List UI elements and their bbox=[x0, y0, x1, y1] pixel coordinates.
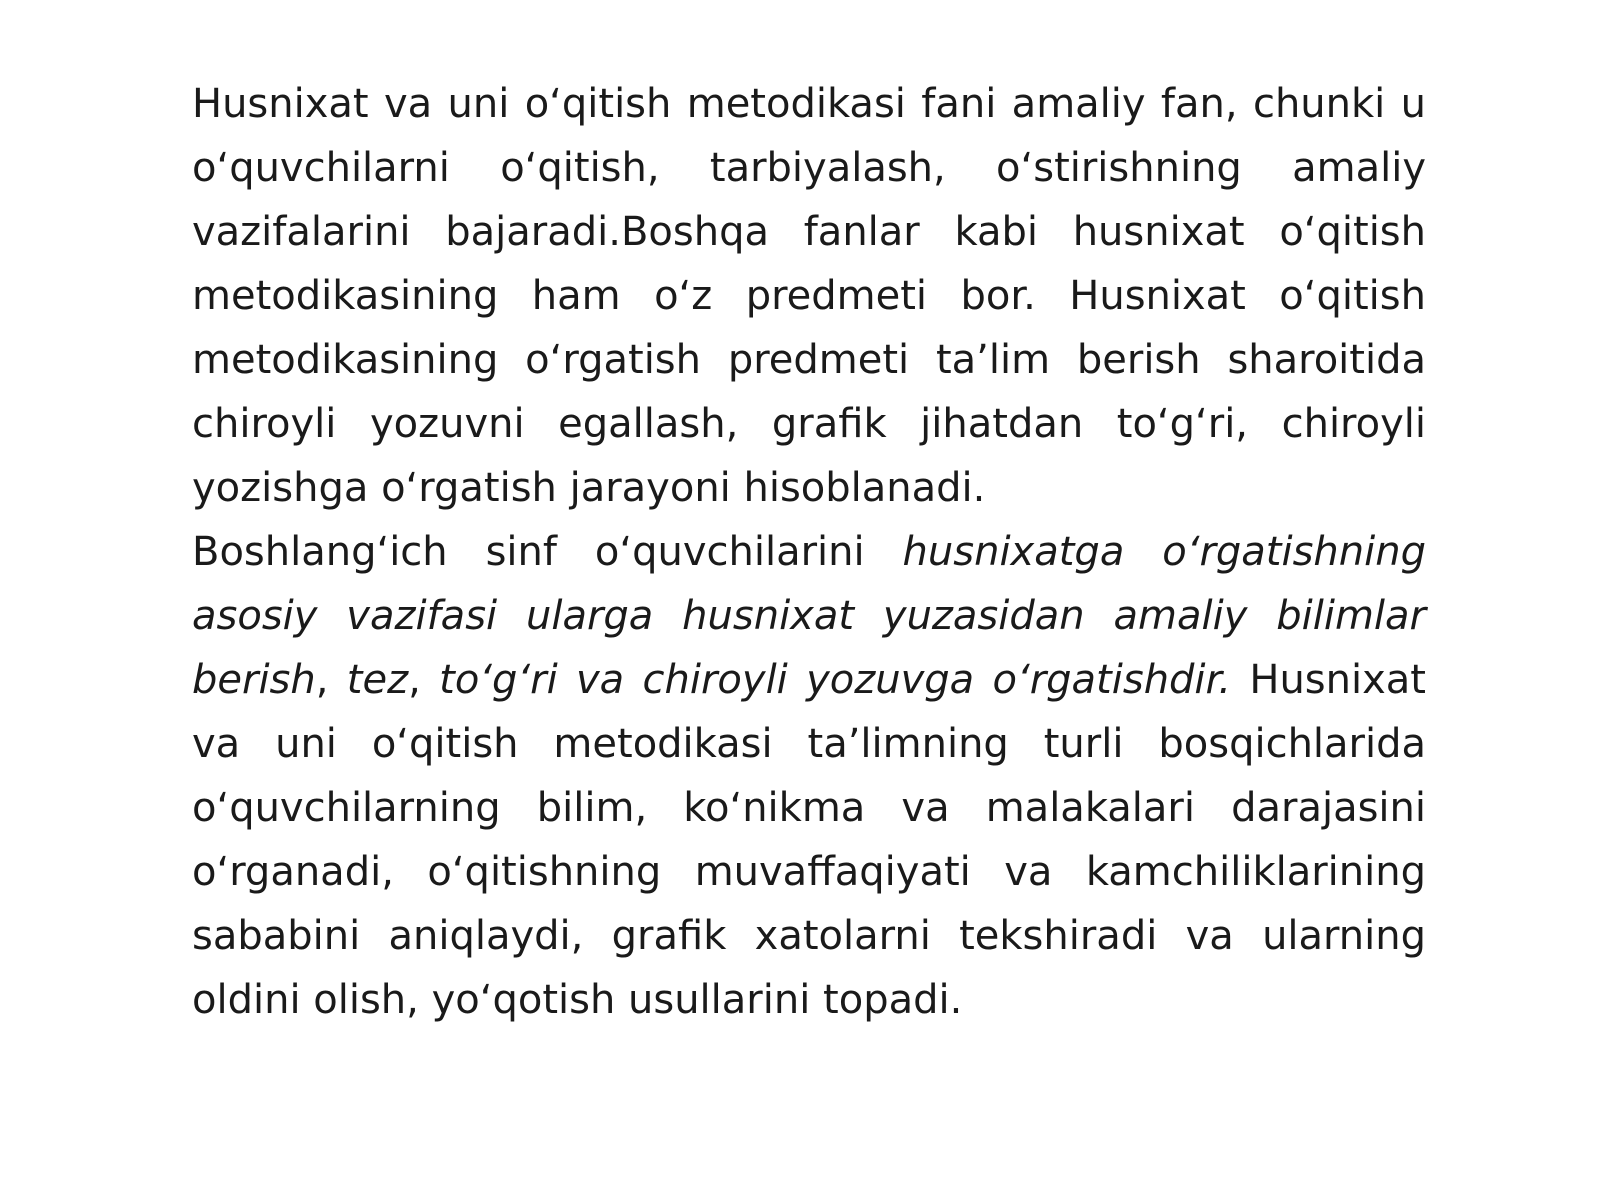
paragraph-2-rest: Husnixat va uni o‘qitish metodikasi ta’limning turli bosqichlarida o‘quvchilarning bilim, ko‘nikma va malakalari darajasini o‘rganadi, o‘qitishning muvaffaqiyati va kamchiliklarining sababini aniqlaydi, grafik xatolarni tekshiradi va ularning oldini olish, yo‘qotish usullarini topadi. bbox=[192, 657, 1426, 1023]
paragraph-2-lead: Boshlang‘ich sinf o‘quvchilarini bbox=[192, 529, 903, 575]
paragraph-2-comma-2: , bbox=[408, 657, 440, 703]
paragraph-2 bbox=[192, 520, 1426, 1032]
paragraph-2-italic-2: tez bbox=[346, 657, 409, 703]
text-body bbox=[192, 72, 1426, 1032]
paragraph-1: Husnixat va uni o‘qitish metodikasi fani amaliy fan, chunki u o‘quvchilarni o‘qitish, tarbiyalash, o‘stirishning amaliy vazifalarini bajaradi.Boshqa fanlar kabi husnixat o‘qitish metodikasining ham o‘z predmeti bor. Husnixat o‘qitish metodikasining o‘rgatish predmeti ta’lim berish sharoitida chiroyli yozuvni egallash, grafik jihatdan to‘g‘ri, chiroyli yozishga o‘rgatish jarayoni hisoblanadi. bbox=[192, 81, 1426, 511]
paragraph-2-italic-1: husnixatga o‘rgatishning asosiy vazifasi ularga husnixat yuzasidan amaliy bilimlar berish bbox=[192, 529, 1426, 703]
paragraph-2-comma-1: , bbox=[315, 657, 347, 703]
paragraph-2-italic-3: to‘g‘ri va chiroyli yozuvga o‘rgatishdir. bbox=[439, 657, 1232, 703]
